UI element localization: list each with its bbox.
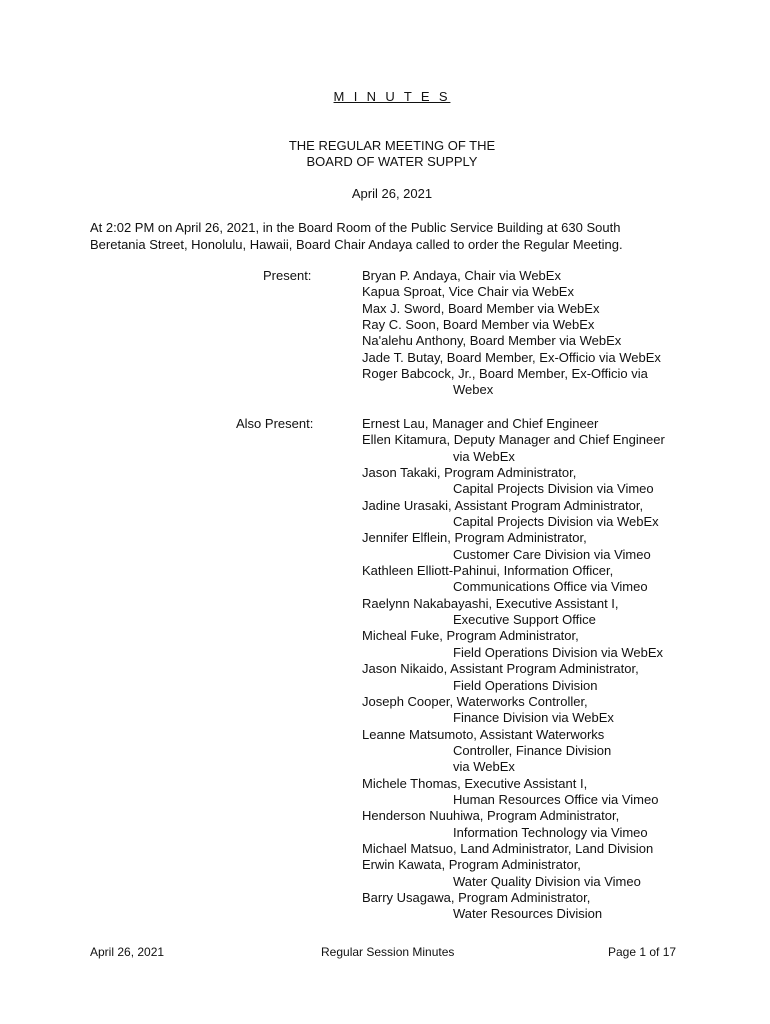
present-list: [362, 268, 661, 399]
attendee-continuation-line: via WebEx: [453, 448, 515, 464]
attendee-line: Leanne Matsumoto, Assistant Waterworks: [362, 726, 605, 742]
attendee-line: Bryan P. Andaya, Chair via WebEx: [362, 268, 561, 283]
attendee-continuation-line: Capital Projects Division via WebEx: [453, 514, 659, 530]
footer-date: April 26, 2021: [90, 945, 165, 959]
meeting-date: April 26, 2021: [351, 186, 433, 201]
footer-title: Regular Session Minutes: [321, 945, 455, 959]
attendee-continuation-line: Webex: [453, 382, 494, 398]
also-present-list: [362, 416, 665, 923]
attendee-line: Raelynn Nakabayashi, Executive Assistant I,: [362, 595, 619, 611]
attendee-line: Max J. Sword, Board Member via WebEx: [362, 300, 600, 316]
document-title-line-2: BOARD OF WATER SUPPLY: [306, 154, 478, 169]
attendee-line: Jason Takaki, Program Administrator,: [362, 465, 577, 481]
attendee-continuation-line: Human Resources Office via Vimeo: [453, 791, 659, 807]
attendee-line: Na'alehu Anthony, Board Member via WebEx: [362, 333, 622, 349]
attendee-line: Kathleen Elliott-Pahinui, Information Officer,: [362, 563, 614, 579]
document-title-line-1: THE REGULAR MEETING OF THE: [288, 138, 496, 153]
attendee-line: Kapua Sproat, Vice Chair via WebEx: [362, 284, 574, 300]
attendee-continuation-line: Capital Projects Division via Vimeo: [453, 481, 654, 497]
attendee-line: Barry Usagawa, Program Administrator,: [362, 889, 591, 905]
attendee-line: Joseph Cooper, Waterworks Controller,: [362, 693, 588, 709]
attendee-continuation-line: Field Operations Division via WebEx: [453, 644, 664, 660]
attendee-continuation-line: Executive Support Office: [453, 612, 596, 628]
attendee-line: Ernest Lau, Manager and Chief Engineer: [362, 416, 599, 431]
attendee-line: Micheal Fuke, Program Administrator,: [362, 628, 579, 644]
attendee-line: Henderson Nuuhiwa, Program Administrator,: [362, 808, 620, 824]
attendee-line: Roger Babcock, Jr., Board Member, Ex-Officio via: [362, 366, 648, 382]
attendee-line: Jade T. Butay, Board Member, Ex-Officio via WebEx: [362, 349, 661, 365]
attendee-continuation-line: Water Quality Division via Vimeo: [453, 873, 641, 889]
attendee-line: Jadine Urasaki, Assistant Program Administrator,: [362, 497, 644, 513]
also-present-label: Also Present:: [236, 416, 314, 431]
attendee-line: Jennifer Elflein, Program Administrator,: [362, 530, 587, 546]
attendee-line: Jason Nikaido, Assistant Program Administrator,: [362, 661, 639, 677]
attendee-continuation-line: Controller, Finance Division: [453, 742, 612, 758]
attendee-line: Michele Thomas, Executive Assistant I,: [362, 775, 588, 791]
attendee-line: Michael Matsuo, Land Administrator, Land Division: [362, 840, 654, 856]
attendee-continuation-line: Water Resources Division: [453, 906, 603, 922]
footer-page-number: Page 1 of 17: [608, 945, 677, 959]
intro-paragraph: [90, 220, 690, 253]
attendee-continuation-line: Information Technology via Vimeo: [453, 824, 648, 840]
present-label: Present:: [263, 268, 312, 283]
attendee-line: Ellen Kitamura, Deputy Manager and Chief Engineer: [362, 432, 665, 448]
attendee-continuation-line: Field Operations Division: [453, 677, 598, 693]
intro-line-2: Beretania Street, Honolulu, Hawaii, Board Chair Andaya called to order the Regular Meeting.: [90, 236, 623, 252]
attendee-continuation-line: Communications Office via Vimeo: [453, 579, 648, 595]
document-heading: M I N U T E S: [333, 89, 451, 104]
attendee-continuation-line: via WebEx: [453, 759, 515, 775]
intro-line-1: At 2:02 PM on April 26, 2021, in the Board Room of the Public Service Building at 630 South: [90, 220, 621, 235]
attendee-line: Ray C. Soon, Board Member via WebEx: [362, 317, 595, 333]
attendee-line: Erwin Kawata, Program Administrator,: [362, 857, 581, 873]
attendee-continuation-line: Finance Division via WebEx: [453, 710, 614, 726]
attendee-continuation-line: Customer Care Division via Vimeo: [453, 546, 651, 562]
